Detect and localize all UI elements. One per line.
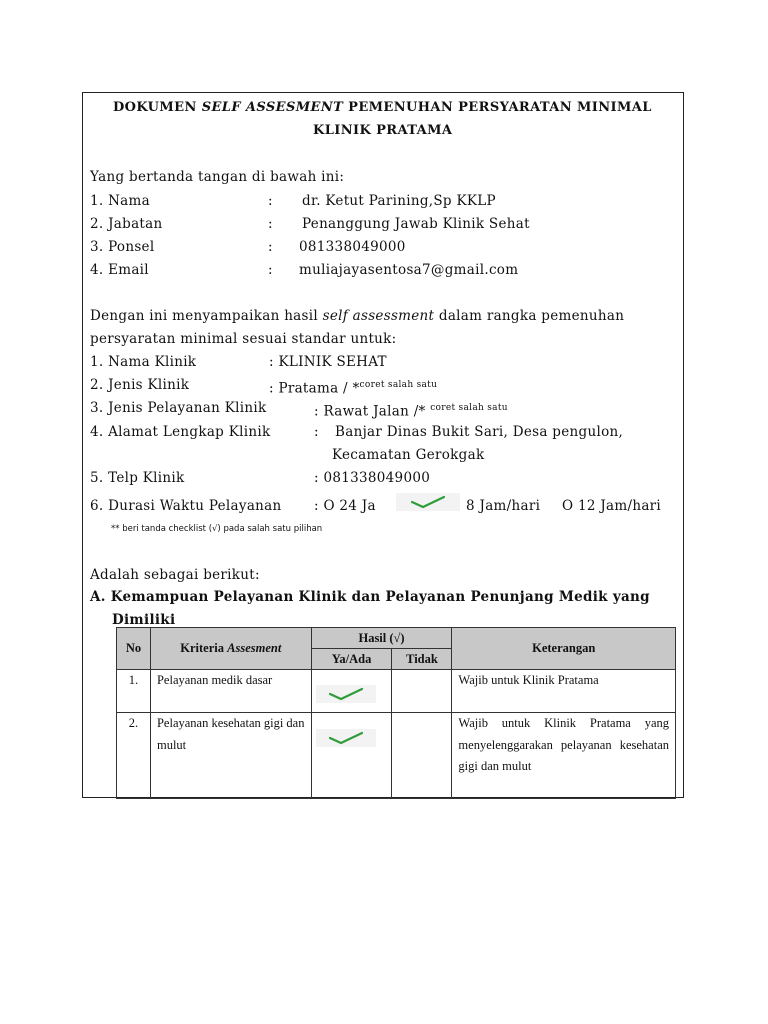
- row-number: 2.: [117, 713, 151, 799]
- duration-check-mark: [396, 493, 460, 511]
- address-sep: :: [314, 424, 319, 440]
- clinic-type-value: : Pratama / *$^{coret salah satu}$: [269, 380, 438, 397]
- check-icon: [326, 687, 366, 701]
- section-a-title-line2: Dimiliki: [112, 612, 176, 628]
- duration-option-8: 8 Jam/hari: [466, 498, 541, 514]
- section-intro: Adalah sebagai berikut:: [90, 567, 260, 583]
- check-icon: [408, 495, 448, 509]
- assessment-table: [116, 627, 676, 799]
- header-yes: Ya/Ada: [311, 649, 392, 670]
- clinic-phone-label: 5. Telp Klinik: [90, 470, 185, 486]
- service-type-note: coret salah satu: [430, 403, 508, 413]
- section-a-title: A. Kemampuan Pelayanan Klinik dan Pelayanan Penunjang Medik yang: [90, 589, 650, 605]
- clinic-name-label: 1. Nama Klinik: [90, 354, 197, 370]
- signer-name-label: 1. Nama: [90, 193, 150, 209]
- header-notes: Keterangan: [452, 628, 676, 670]
- signer-name-sep: :: [268, 193, 273, 209]
- header-result: Hasil (√): [311, 628, 452, 649]
- intro-text: Yang bertanda tangan di bawah ini:: [90, 169, 345, 185]
- address-label: 4. Alamat Lengkap Klinik: [90, 424, 271, 440]
- clinic-phone-value: : 081338049000: [314, 470, 431, 486]
- address-line1: Banjar Dinas Bukit Sari, Desa pengulon,: [335, 424, 624, 440]
- row-yes-cell: [311, 713, 392, 799]
- row-check-mark: [316, 685, 376, 703]
- signer-position-sep: :: [268, 216, 273, 232]
- signer-phone-value: 081338049000: [299, 239, 406, 255]
- row-yes-cell: [311, 670, 392, 713]
- row-notes: Wajib untuk Klinik Pratama yang menyelenggarakan pelayanan kesehatan gigi dan mulut: [452, 713, 676, 799]
- row-no-cell: [392, 670, 452, 713]
- service-type-label: 3. Jenis Pelayanan Klinik: [90, 400, 267, 416]
- signer-position-value: Penanggung Jawab Klinik Sehat: [302, 216, 530, 232]
- clinic-name-value: : KLINIK SEHAT: [269, 354, 387, 370]
- signer-phone-label: 3. Ponsel: [90, 239, 155, 255]
- row-criteria: Pelayanan medik dasar: [150, 670, 311, 713]
- clinic-type-label: 2. Jenis Klinik: [90, 377, 190, 393]
- table-row: [117, 670, 676, 713]
- signer-email-value: muliajayasentosa7@gmail.com: [299, 262, 519, 278]
- signer-email-sep: :: [268, 262, 273, 278]
- row-notes: Wajib untuk Klinik Pratama: [452, 670, 676, 713]
- row-number: 1.: [117, 670, 151, 713]
- signer-position-label: 2. Jabatan: [90, 216, 163, 232]
- service-type-value: : Rawat Jalan /* $^{coret salah satu}$: [314, 403, 508, 420]
- signer-name-value: dr. Ketut Parining,Sp KKLP: [302, 193, 496, 209]
- header-criteria: Kriteria Assesment: [150, 628, 311, 670]
- duration-label: 6. Durasi Waktu Pelayanan: [90, 498, 282, 514]
- row-no-cell: [392, 713, 452, 799]
- duration-option-12: O 12 Jam/hari: [562, 498, 662, 514]
- check-icon: [326, 731, 366, 745]
- address-line2: Kecamatan Gerokgak: [332, 447, 485, 463]
- duration-note: ** beri tanda checklist (√) pada salah satu pilihan: [111, 524, 323, 534]
- clinic-type-note: coret salah satu: [359, 380, 438, 390]
- statement-text-line2: persyaratan minimal sesuai standar untuk:: [90, 331, 397, 347]
- table-row: [117, 713, 676, 799]
- statement-text: Dengan ini menyampaikan hasil self assessment dalam rangka pemenuhan: [90, 308, 625, 324]
- signer-phone-sep: :: [268, 239, 273, 255]
- document-title-line2: KLINIK PRATAMA: [313, 123, 453, 138]
- row-check-mark: [316, 729, 376, 747]
- header-no-result: Tidak: [392, 649, 452, 670]
- document-title: DOKUMEN SELF ASSESMENT PEMENUHAN PERSYARATAN MINIMAL: [113, 100, 652, 115]
- signer-email-label: 4. Email: [90, 262, 149, 278]
- header-no: No: [117, 628, 151, 670]
- row-criteria: Pelayanan kesehatan gigi dan mulut: [150, 713, 311, 799]
- duration-option-24: : O 24 Ja: [314, 498, 376, 514]
